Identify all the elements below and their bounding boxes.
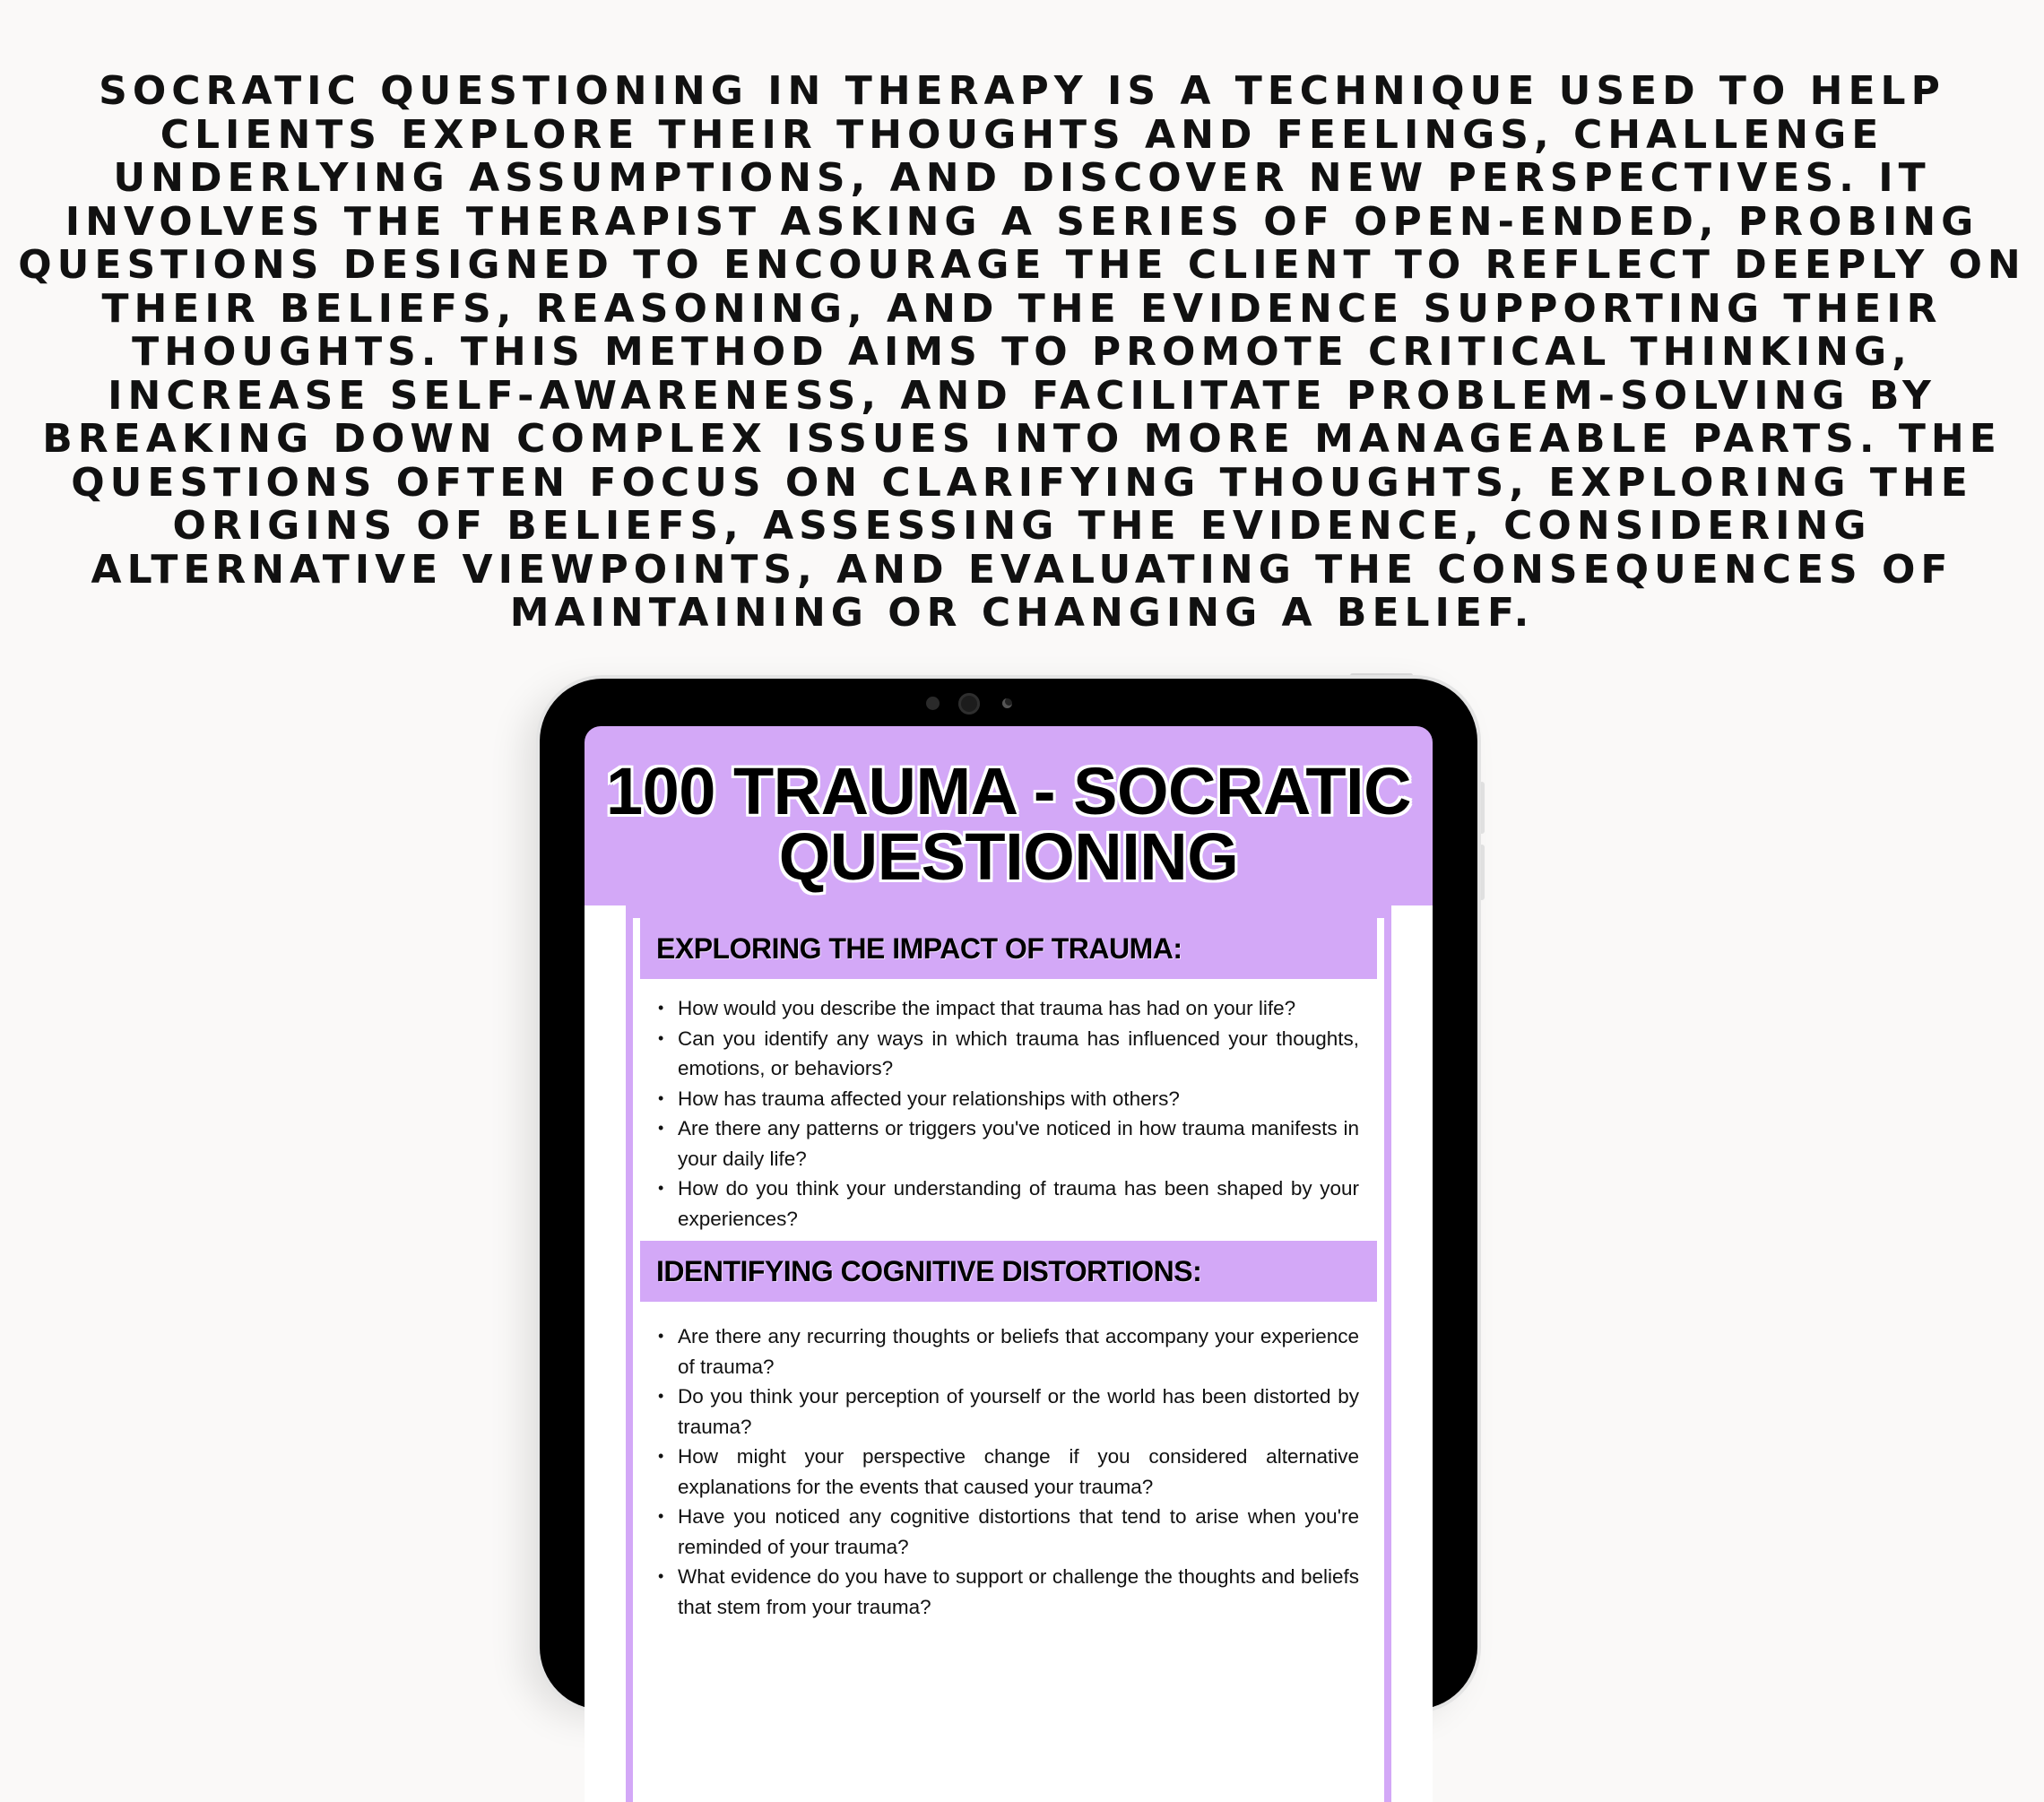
list-item: • Have you noticed any cognitive distortions that tend to arise when you're reminded of your trauma? <box>658 1502 1359 1562</box>
camera-sensor-right <box>1002 698 1012 708</box>
list-item: • Can you identify any ways in which trauma has influenced your thoughts, emotions, or behaviors? <box>658 1024 1359 1084</box>
bullet-icon: • <box>658 999 664 1017</box>
camera-sensor-left <box>926 697 940 710</box>
bullet-icon: • <box>658 1179 664 1197</box>
tablet-volume-down-button <box>1479 845 1485 900</box>
bullet-icon: • <box>658 1119 664 1137</box>
intro-paragraph: SOCRATIC QUESTIONING IN THERAPY IS A TECHNIQUE USED TO HELP CLIENTS EXPLORE THEIR THOUGHTS AND FEELINGS, CHALLENGE UNDERLYING ASSUMPTIONS, AND DISCOVER NEW PERSPECTIVES. IT INVOLVES THE THERAPIST ASKING A SERIES OF OPEN-ENDED, PROBING QUESTIONS DESIGNED TO ENCOURAGE THE CLIENT TO REFLECT DEEPLY ON THEIR BELIEFS, REASONING, AND THE EVIDENCE SUPPORTING THEIR THOUGHTS. THIS METHOD AIMS TO PROMOTE CRITICAL THINKING, INCREASE SELF-AWARENESS, AND FACILITATE PROBLEM-SOLVING BY BREAKING DOWN COMPLEX ISSUES INTO MORE MANAGEABLE PARTS. THE QUESTIONS OFTEN FOCUS ON CLARIFYING THOUGHTS, EXPLORING THE ORIGINS OF BELIEFS, ASSESSING THE EVIDENCE, CONSIDERING ALTERNATIVE VIEWPOINTS, AND EVALUATING THE CONSEQUENCES OF MAINTAINING OR CHANGING A BELIEF. <box>18 68 2026 636</box>
tablet-device <box>540 679 1477 1710</box>
bullet-icon: • <box>658 1028 664 1047</box>
front-camera <box>958 693 980 715</box>
list-item: • Do you think your perception of yourself or the world has been distorted by trauma? <box>658 1382 1359 1442</box>
document-title <box>585 754 1433 894</box>
list-item: • How might your perspective change if you considered alternative explanations for the events that caused your trauma? <box>658 1442 1359 1502</box>
question-list-impact <box>658 993 1359 1234</box>
bullet-icon: • <box>658 1387 664 1405</box>
bullet-icon: • <box>658 1507 664 1525</box>
list-item: • How would you describe the impact that trauma has had on your life? <box>658 993 1359 1024</box>
tablet-volume-up-button <box>1479 782 1485 834</box>
bullet-icon: • <box>658 1327 664 1345</box>
list-item: • What evidence do you have to support or challenge the thoughts and beliefs that stem from your trauma? <box>658 1562 1359 1622</box>
section-heading-distortions: IDENTIFYING COGNITIVE DISTORTIONS: <box>640 1241 1377 1302</box>
list-item: • How do you think your understanding of trauma has been shaped by your experiences? <box>658 1174 1359 1234</box>
section-heading-impact: EXPLORING THE IMPACT OF TRAUMA: <box>640 918 1377 979</box>
bullet-icon: • <box>658 1567 664 1585</box>
bullet-icon: • <box>658 1447 664 1465</box>
document-title-line-2: QUESTIONING <box>778 819 1239 894</box>
question-list-distortions <box>658 1321 1359 1622</box>
list-item: • How has trauma affected your relationships with others? <box>658 1084 1359 1114</box>
list-item: • Are there any patterns or triggers you've noticed in how trauma manifests in your daily life? <box>658 1113 1359 1174</box>
tablet-top-button <box>1350 673 1413 678</box>
list-item: • Are there any recurring thoughts or beliefs that accompany your experience of trauma? <box>658 1321 1359 1382</box>
tablet-screen <box>585 726 1433 1802</box>
document-title-line-1: 100 TRAUMA - SOCRATIC <box>605 754 1412 828</box>
document-page <box>633 918 1384 1802</box>
bullet-icon: • <box>658 1088 664 1107</box>
